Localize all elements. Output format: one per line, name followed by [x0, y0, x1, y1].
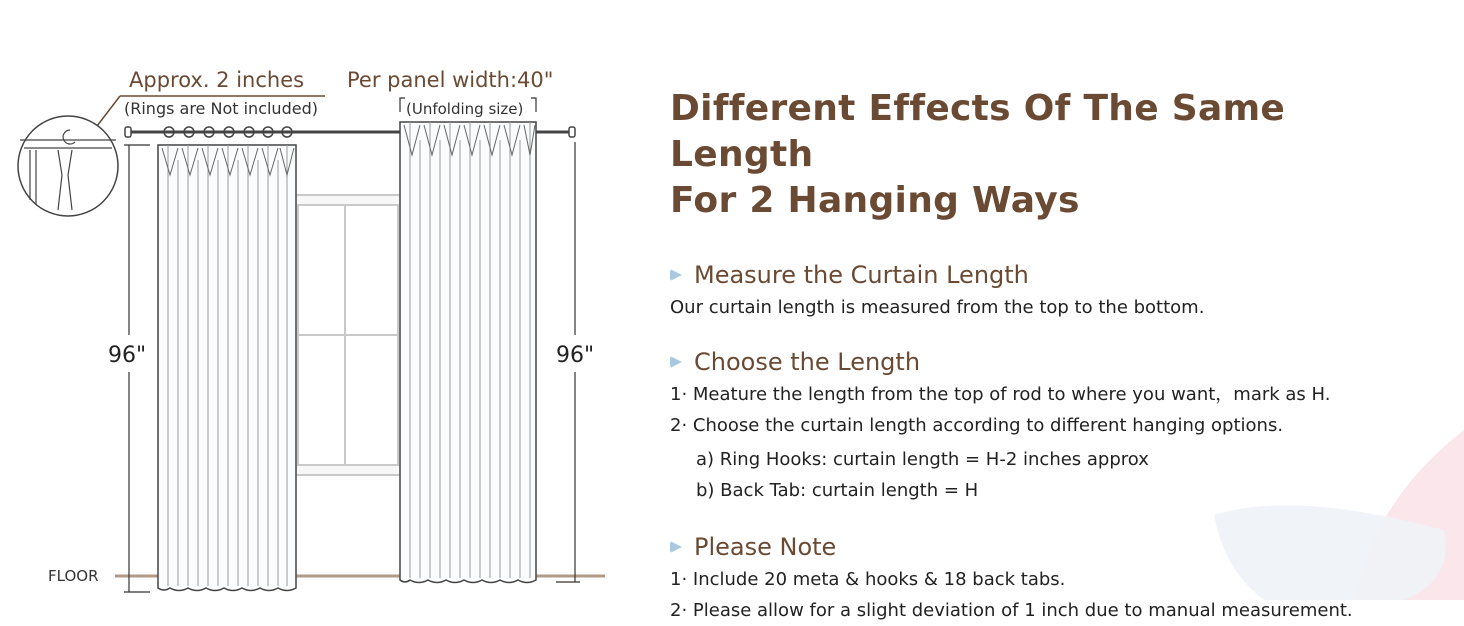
left-height-label: 96": [108, 343, 147, 368]
section-note-title: Please Note: [670, 530, 1430, 564]
choose-step-2: 2· Choose the curtain length according to different hanging options.: [670, 415, 1284, 436]
curtain-diagram: [0, 0, 620, 600]
left-curtain-panel: [158, 145, 296, 591]
choose-option-b: b) Back Tab: curtain length = H: [696, 480, 979, 501]
section-measure-title: Measure the Curtain Length: [670, 258, 1430, 292]
ring-label: Approx. 2 inches: [129, 68, 305, 92]
headline: [670, 86, 1430, 224]
left-height-dimension: [124, 145, 150, 592]
panel-width-label: Per panel width:40": [347, 68, 554, 92]
panel-width-note: (Unfolding size): [406, 100, 524, 118]
floor-label: FLOOR: [48, 567, 99, 585]
bullet-icon: [670, 541, 682, 553]
window-frame: [290, 195, 405, 475]
bullet-icon: [670, 269, 682, 281]
note-1: 1· Include 20 meta & hooks & 18 back tabs.: [670, 569, 1066, 590]
ring-note: (Rings are Not included): [124, 99, 318, 118]
right-curtain-panel: [400, 122, 536, 583]
section-choose-title: Choose the Length: [670, 345, 1430, 379]
choose-option-a: a) Ring Hooks: curtain length = H-2 inches approx: [696, 449, 1149, 470]
right-height-label: 96": [556, 343, 595, 368]
note-2: 2· Please allow for a slight deviation of 1 inch due to manual measurement.: [670, 600, 1353, 621]
headline-line-2: For 2 Hanging Ways: [670, 180, 1080, 221]
headline-line-1: Different Effects Of The Same Length: [670, 88, 1286, 175]
choose-step-1: 1· Meature the length from the top of rod to where you want，mark as H.: [670, 384, 1331, 405]
section-measure-text: Our curtain length is measured from the top to the bottom.: [670, 297, 1205, 318]
info-panel: [670, 86, 1430, 626]
bullet-icon: [670, 356, 682, 368]
